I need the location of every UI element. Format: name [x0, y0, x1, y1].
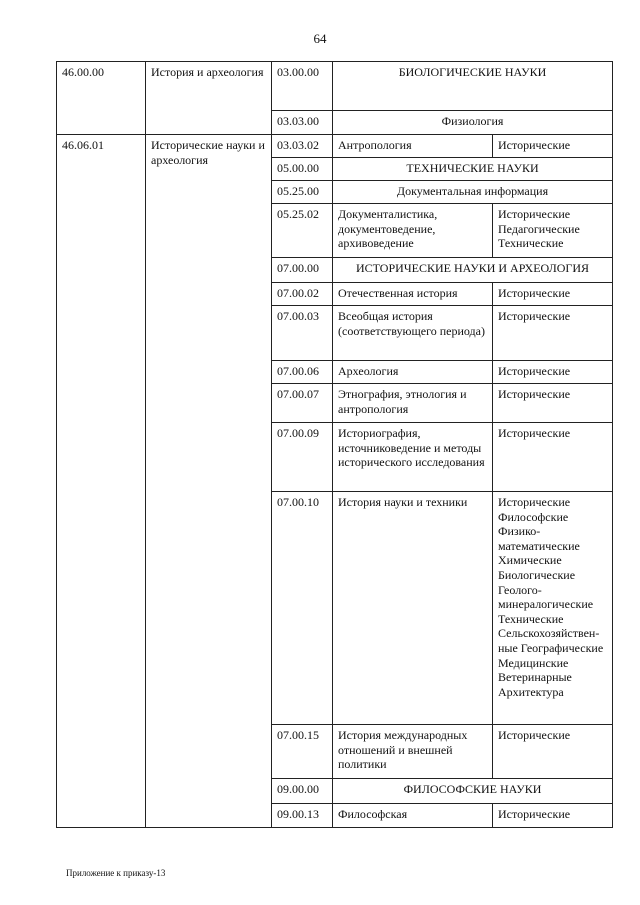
section-heading: БИОЛОГИЧЕСКИЕ НАУКИ — [333, 62, 613, 111]
specialty-name: Отечественная история — [333, 283, 493, 306]
specialty-name: Документалистика, документоведение, архивоведение — [333, 204, 493, 258]
specialty-name: История международных отношений и внешней политики — [333, 725, 493, 779]
specialty-name: Всеобщая история (соответствующего периода) — [333, 306, 493, 361]
row-code: 05.00.00 — [272, 158, 333, 181]
row-code: 09.00.13 — [272, 804, 333, 828]
science-branches: Исторические — [493, 135, 613, 158]
table-row — [57, 135, 613, 158]
specialty-name: Историография, источниковедение и методы исторического исследования — [333, 423, 493, 492]
row-code: 07.00.15 — [272, 725, 333, 779]
row-code: 09.00.00 — [272, 779, 333, 804]
science-branches: Исторические — [493, 725, 613, 779]
row-code: 07.00.06 — [272, 361, 333, 384]
row-code: 03.03.00 — [272, 111, 333, 135]
science-branches: Исторические Педагогические Технические — [493, 204, 613, 258]
science-branches: Исторические — [493, 804, 613, 828]
science-branches: Исторические — [493, 361, 613, 384]
row-code: 03.03.02 — [272, 135, 333, 158]
section-heading: Документальная информация — [333, 181, 613, 204]
row-code: 07.00.03 — [272, 306, 333, 361]
science-branches: Исторические — [493, 306, 613, 361]
specialty-name: Антропология — [333, 135, 493, 158]
section-heading: ИСТОРИЧЕСКИЕ НАУКИ И АРХЕОЛОГИЯ — [333, 258, 613, 283]
science-branches: Исторические Философские Физико-математические Химические Биологические Геолого-минералогические Технические Сельскохозяйствен-ные Географические Медицинские Ветеринарные Архитектура — [493, 492, 613, 725]
group-code: 46.06.01 — [57, 135, 146, 828]
science-branches: Исторические — [493, 384, 613, 423]
row-code: 07.00.10 — [272, 492, 333, 725]
specialty-table — [56, 61, 613, 828]
specialty-name: Этнография, этнология и антропология — [333, 384, 493, 423]
section-heading: ТЕХНИЧЕСКИЕ НАУКИ — [333, 158, 613, 181]
science-branches: Исторические — [493, 423, 613, 492]
specialty-name: История науки и техники — [333, 492, 493, 725]
row-code: 07.00.09 — [272, 423, 333, 492]
row-code: 05.25.00 — [272, 181, 333, 204]
section-heading: ФИЛОСОФСКИЕ НАУКИ — [333, 779, 613, 804]
row-code: 05.25.02 — [272, 204, 333, 258]
specialty-name: Философская — [333, 804, 493, 828]
group-code: 46.00.00 — [57, 62, 146, 135]
section-heading: Физиология — [333, 111, 613, 135]
row-code: 07.00.00 — [272, 258, 333, 283]
row-code: 03.00.00 — [272, 62, 333, 111]
group-name: История и археология — [146, 62, 272, 135]
specialty-name: Археология — [333, 361, 493, 384]
footer-note: Приложение к приказу-13 — [66, 868, 166, 878]
science-branches: Исторические — [493, 283, 613, 306]
group-name: Исторические науки и археология — [146, 135, 272, 828]
row-code: 07.00.07 — [272, 384, 333, 423]
row-code: 07.00.02 — [272, 283, 333, 306]
page-number: 64 — [313, 31, 327, 46]
table-row — [57, 62, 613, 111]
